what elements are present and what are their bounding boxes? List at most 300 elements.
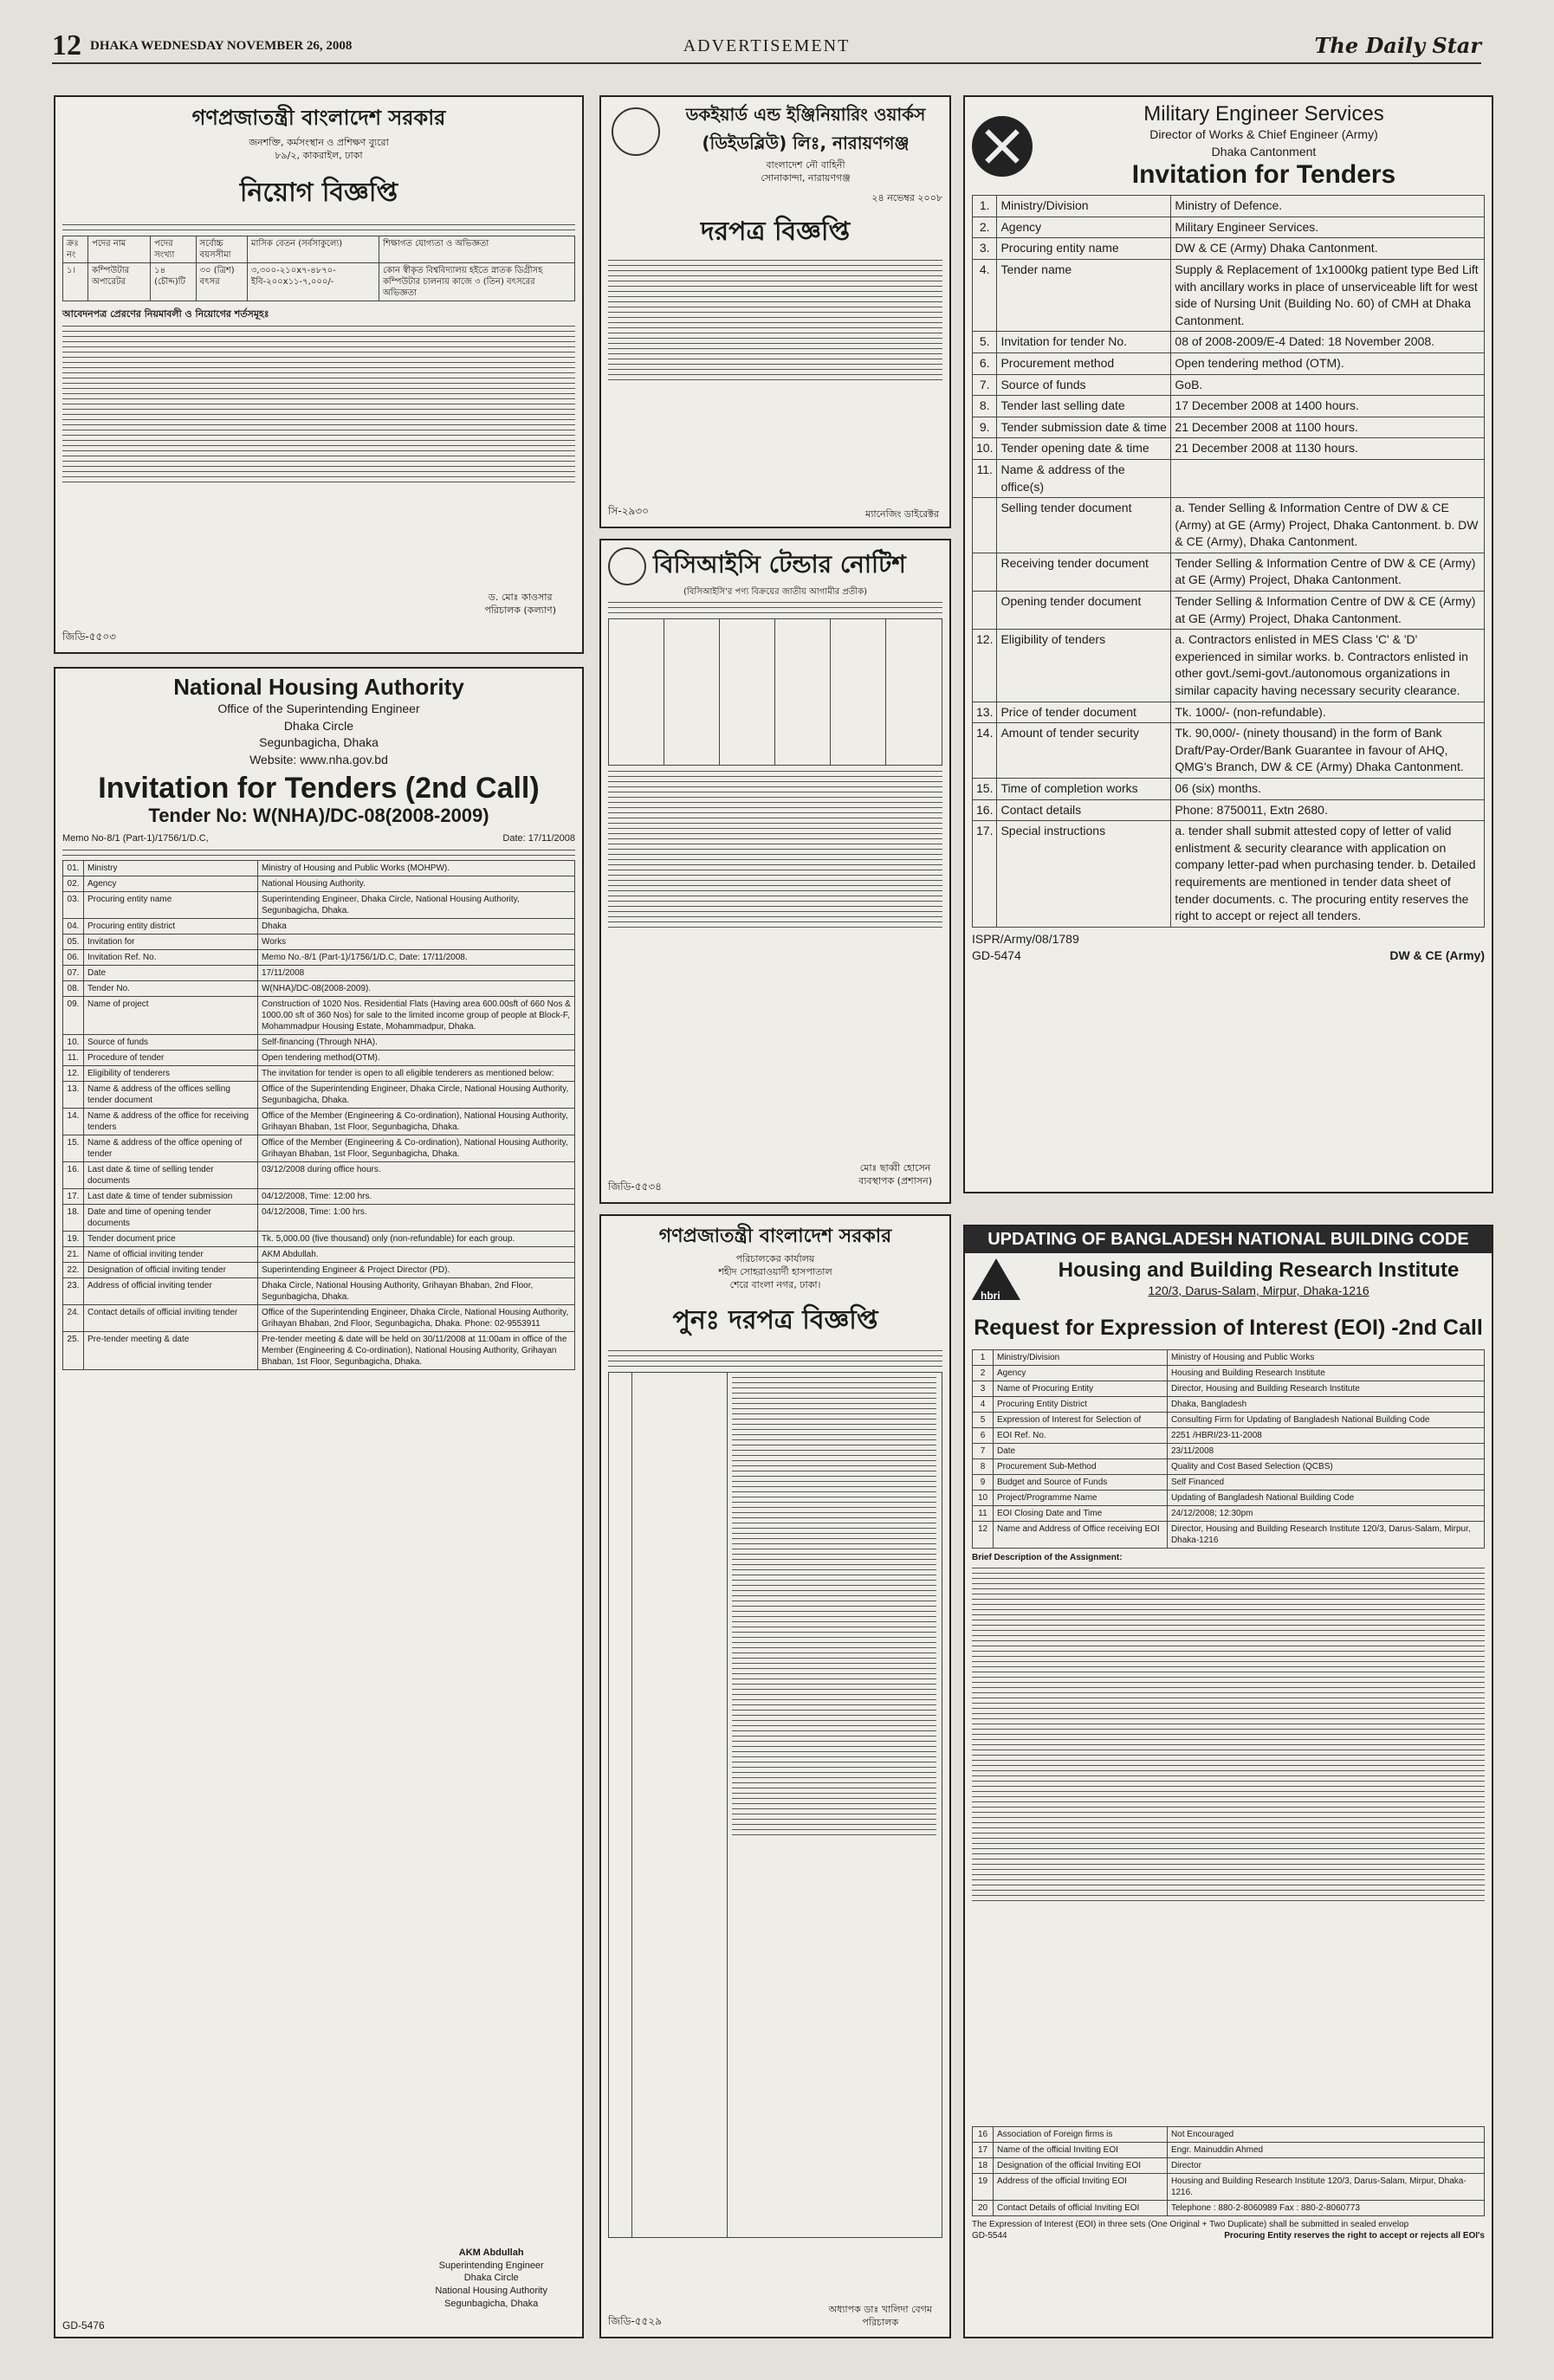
- conditions-heading: আবেদনপত্র প্রেরণের নিয়মাবলী ও নিয়োগের শর্তসমূহঃ: [62, 307, 269, 320]
- row-value: Office of the Member (Engineering & Co-ordination), National Housing Authority, Grihayan Bhaban, 1st Floor, Segunbagicha, Dhaka.: [257, 1108, 574, 1135]
- row-number: 13.: [973, 702, 997, 723]
- signer-title: ম্যানেজিং ডাইরেক্টর: [865, 508, 939, 521]
- row-number: 10.: [973, 438, 997, 460]
- row-label: Contact details: [997, 799, 1171, 821]
- row-value: Tk. 1000/- (non-refundable).: [1171, 702, 1485, 723]
- dockyard-tender-ad: [599, 95, 951, 528]
- row-label: Price of tender document: [997, 702, 1171, 723]
- row-value: 06 (six) months.: [1171, 779, 1485, 800]
- table-row: [63, 1331, 575, 1369]
- table-row: [973, 723, 1485, 779]
- signature-block: [484, 592, 556, 618]
- ad-address: সোনাকান্দা, নারায়ণগঞ্জ: [761, 171, 851, 184]
- table-row: [63, 1065, 575, 1081]
- row-value: a. Contractors enlisted in MES Class 'C' & 'D' experienced in similar works. b. Contractors enlisted in other govt./semi-govt./autonomous organizations in similar capacity having necessary security clearance.: [1171, 630, 1485, 702]
- row-label: Date: [994, 1444, 1168, 1459]
- notice-intro: [608, 1350, 942, 1367]
- row-value: 08 of 2008-2009/E-4 Dated: 18 November 2008.: [1171, 332, 1485, 353]
- row-number: 22.: [63, 1262, 84, 1277]
- ad-code: জিডি-৫৫০৩: [62, 631, 116, 643]
- ad-website: Website: www.nha.gov.bd: [249, 752, 388, 766]
- ad-title: গণপ্রজাতন্ত্রী বাংলাদেশ সরকার: [191, 106, 446, 130]
- row-number: 3.: [973, 238, 997, 260]
- table-row: [63, 860, 575, 876]
- table-row: [63, 1050, 575, 1065]
- ad-subtitle: Segunbagicha, Dhaka: [259, 735, 379, 750]
- row-value: Memo No.-8/1 (Part-1)/1756/1/D.C, Date: 17/11/2008.: [257, 949, 574, 965]
- table-row: [973, 1475, 1485, 1491]
- row-value: Tender Selling & Information Centre of DW & CE (Army) at GE (Army) Project, Dhaka Cantonment.: [1171, 553, 1485, 591]
- table-row: [63, 1246, 575, 1262]
- table-row: [973, 1444, 1485, 1459]
- table-cell: কোন স্বীকৃত বিশ্ববিদ্যালয় হইতে স্নাতক ডিগ্রীসহ কম্পিউটার চালনায় কাজে ৩ (তিন) বৎসরের অভিজ্ঞতা: [379, 262, 575, 301]
- signer-title: পরিচালক: [862, 2317, 899, 2329]
- row-label: Designation of the official Inviting EOI: [994, 2158, 1168, 2174]
- row-value: Office of the Superintending Engineer, Dhaka Circle, National Housing Authority, Grihayan Bhaban, 2nd Floor, Segunbagicha, Dhaka. Phone: 02-9553911: [257, 1304, 574, 1331]
- ad-address: 120/3, Darus-Salam, Mirpur, Dhaka-1216: [1148, 1284, 1369, 1297]
- row-number: 24.: [63, 1304, 84, 1331]
- dockyard-logo: [612, 107, 660, 156]
- row-number: 15.: [973, 779, 997, 800]
- row-value: Tk. 5,000.00 (five thousand) only (non-refundable) for each group.: [257, 1231, 574, 1246]
- ad-subtitle: (বিসিআইসি'র পণ্য বিক্রয়ের জাতীয় আগামীর প্রতীক): [683, 587, 868, 597]
- row-value: Phone: 8750011, Extn 2680.: [1171, 799, 1485, 821]
- table-row: [973, 553, 1485, 591]
- row-value: Self Financed: [1167, 1475, 1484, 1491]
- row-value: Director, Housing and Building Research Institute: [1167, 1381, 1484, 1397]
- row-label: Association of Foreign firms is: [994, 2127, 1168, 2143]
- row-number: 10: [973, 1491, 994, 1506]
- row-label: Time of completion works: [997, 779, 1171, 800]
- row-number: 9.: [973, 417, 997, 438]
- row-label: Name of Procuring Entity: [994, 1381, 1168, 1397]
- row-number: 7.: [973, 374, 997, 396]
- row-label: Tender submission date & time: [997, 417, 1171, 438]
- logo-text: hbri: [981, 1290, 1000, 1302]
- row-value: 04/12/2008, Time: 1:00 hrs.: [257, 1204, 574, 1231]
- brief-heading: Brief Description of the Assignment:: [972, 1553, 1123, 1562]
- ad-heading: নিয়োগ বিজ্ঞপ্তি: [239, 177, 398, 208]
- table-row: [63, 262, 575, 301]
- table-row: [973, 332, 1485, 353]
- ad-address: শেরে বাংলা নগর, ঢাকা।: [729, 1278, 821, 1290]
- table-row: [973, 1350, 1485, 1366]
- table-row: [973, 438, 1485, 460]
- row-value: Not Encouraged: [1167, 2127, 1484, 2143]
- row-label: Tender document price: [84, 1231, 258, 1246]
- table-row: [63, 1161, 575, 1188]
- row-label: Pre-tender meeting & date: [84, 1331, 258, 1369]
- row-number: 21.: [63, 1246, 84, 1262]
- hospital-retender-ad: [599, 1214, 951, 2338]
- table-row: [973, 196, 1485, 217]
- conditions-text: [62, 326, 575, 482]
- bcic-logo: [608, 547, 646, 585]
- row-label: Tender last selling date: [997, 396, 1171, 417]
- ad-code: সি-২৯৩০: [608, 505, 649, 517]
- ad-banner: UPDATING OF BANGLADESH NATIONAL BUILDING CODE: [965, 1226, 1492, 1253]
- table-row: [973, 1381, 1485, 1397]
- row-label: Invitation for: [84, 934, 258, 949]
- table-row: [973, 498, 1485, 553]
- row-value: Tender Selling & Information Centre of DW & CE (Army) at GE (Army) Project, Dhaka Cantonment.: [1171, 592, 1485, 630]
- row-value: Director: [1167, 2158, 1484, 2174]
- row-value: The invitation for tender is open to all eligible tenderers as mentioned below:: [257, 1065, 574, 1081]
- ad-code: GD-5544: [972, 2231, 1007, 2241]
- issuer: DW & CE (Army): [1389, 948, 1485, 963]
- row-number: 4: [973, 1397, 994, 1413]
- row-number: 5: [973, 1413, 994, 1428]
- row-value: 03/12/2008 during office hours.: [257, 1161, 574, 1188]
- row-number: 09.: [63, 996, 84, 1034]
- row-number: 18.: [63, 1204, 84, 1231]
- page-number: 12: [52, 29, 81, 61]
- table-row: [973, 259, 1485, 331]
- signer-title: পরিচালক (কল্যাণ): [484, 605, 556, 617]
- row-value: 04/12/2008, Time: 12:00 hrs.: [257, 1188, 574, 1204]
- ad-heading: Invitation for Tenders: [1131, 160, 1396, 190]
- row-number: 15.: [63, 1135, 84, 1161]
- table-row: [63, 980, 575, 996]
- row-label: Name & address of the office for receiving tenders: [84, 1108, 258, 1135]
- row-number: 3: [973, 1381, 994, 1397]
- row-label: Procuring entity name: [84, 891, 258, 918]
- row-value: W(NHA)/DC-08(2008-2009).: [257, 980, 574, 996]
- row-number: 16.: [973, 799, 997, 821]
- row-number: 20: [973, 2201, 994, 2216]
- row-label: Procuring entity district: [84, 918, 258, 934]
- row-value: Superintending Engineer, Dhaka Circle, National Housing Authority, Segunbagicha, Dhaka.: [257, 891, 574, 918]
- memo-number: Memo No-8/1 (Part-1)/1756/1/D.C,: [62, 833, 209, 844]
- row-label: Procurement Sub-Method: [994, 1459, 1168, 1475]
- row-value: Director, Housing and Building Research Institute 120/3, Darus-Salam, Mirpur, Dhaka-1216: [1167, 1522, 1484, 1549]
- eoi-contact-table: [972, 2126, 1485, 2216]
- row-label: Agency: [997, 217, 1171, 238]
- table-row: [973, 592, 1485, 630]
- row-label: Date and time of opening tender documents: [84, 1204, 258, 1231]
- row-label: Expression of Interest for Selection of: [994, 1413, 1168, 1428]
- row-label: Name & address of the office(s): [997, 459, 1171, 497]
- row-label: Procedure of tender: [84, 1050, 258, 1065]
- table-row: [63, 996, 575, 1034]
- row-label: Receiving tender document: [997, 553, 1171, 591]
- row-number: 6.: [973, 352, 997, 374]
- ad-subtitle: Office of the Superintending Engineer: [217, 702, 420, 715]
- row-number: 1: [973, 1350, 994, 1366]
- signer-title: Superintending Engineer: [438, 2260, 544, 2271]
- row-value: 21 December 2008 at 1130 hours.: [1171, 438, 1485, 460]
- notice-date: ২৪ নভেম্বর ২০০৮: [871, 191, 942, 204]
- row-value: Supply & Replacement of 1x1000kg patient type Bed Lift with ancillary works in place of unserviceable lift for west side of Nursing Unit (Building No. 60) of CMH at Dhaka Cantonment.: [1171, 259, 1485, 331]
- memo-date: Date: 17/11/2008: [502, 833, 575, 844]
- table-row: [973, 1428, 1485, 1444]
- table-row: [63, 876, 575, 891]
- row-value: Housing and Building Research Institute 120/3, Darus-Salam, Mirpur, Dhaka-1216.: [1167, 2174, 1484, 2201]
- row-value: Dhaka Circle, National Housing Authority, Grihayan Bhaban, 2nd Floor, Segunbagicha, Dhaka.: [257, 1277, 574, 1304]
- row-label: Source of funds: [84, 1034, 258, 1050]
- table-row: [63, 1108, 575, 1135]
- row-number: [973, 553, 997, 591]
- table-row: [973, 821, 1485, 928]
- table-row: [63, 965, 575, 980]
- table-row: [973, 417, 1485, 438]
- table-header: মাসিক বেতন (সর্বসাকুল্যে): [247, 236, 379, 262]
- row-number: 19.: [63, 1231, 84, 1246]
- table-header: পদের সংখ্যা: [151, 236, 196, 262]
- row-number: 2.: [973, 217, 997, 238]
- eoi-info-table: [972, 1349, 1485, 1549]
- row-number: 2: [973, 1366, 994, 1381]
- row-number: 17.: [973, 821, 997, 928]
- row-label: EOI Ref. No.: [994, 1428, 1168, 1444]
- ad-subtitle: Dhaka Cantonment: [1211, 144, 1317, 158]
- row-number: 17: [973, 2143, 994, 2158]
- row-value: [1171, 459, 1485, 497]
- row-number: 16.: [63, 1161, 84, 1188]
- tender-info-table: [972, 195, 1485, 928]
- ad-code: জিডি-৫৫৩৪: [608, 1180, 662, 1193]
- row-value: Military Engineer Services.: [1171, 217, 1485, 238]
- row-label: Invitation Ref. No.: [84, 949, 258, 965]
- ad-title: Military Engineer Services: [1143, 102, 1384, 126]
- row-value: a. Tender Selling & Information Centre of DW & CE (Army) at GE (Army) Project, Dhaka Cantonment. b. DW & CE (Army), Dhaka Cantonment.: [1171, 498, 1485, 553]
- row-number: 4.: [973, 259, 997, 331]
- row-label: Eligibility of tenderers: [84, 1065, 258, 1081]
- row-label: Contact details of official inviting tender: [84, 1304, 258, 1331]
- row-label: Budget and Source of Funds: [994, 1475, 1168, 1491]
- table-header: ক্রঃ নং: [63, 236, 88, 262]
- row-value: Works: [257, 934, 574, 949]
- row-value: 17/11/2008: [257, 965, 574, 980]
- table-row: [973, 2201, 1485, 2216]
- ad-subtitle: Director of Works & Chief Engineer (Army): [1149, 127, 1378, 141]
- row-number: 5.: [973, 332, 997, 353]
- row-label: Selling tender document: [997, 498, 1171, 553]
- ad-subtitle: জনশক্তি, কর্মসংস্থান ও প্রশিক্ষণ ব্যুরো: [249, 137, 389, 148]
- row-label: Project/Programme Name: [994, 1491, 1168, 1506]
- hbri-logo: [972, 1258, 1024, 1307]
- row-label: Address of the official Inviting EOI: [994, 2174, 1168, 2201]
- row-number: 16: [973, 2127, 994, 2143]
- table-row: [973, 799, 1485, 821]
- row-value: Tk. 90,000/- (ninety thousand) in the form of Bank Draft/Pay-Order/Bank Guarantee in favour of AHQ, QMG's Branch, DW & CE (Army) Dhaka Cantonment.: [1171, 723, 1485, 779]
- row-value: 2251 /HBRI/23-11-2008: [1167, 1428, 1484, 1444]
- ad-heading: Invitation for Tenders (2nd Call): [98, 772, 540, 805]
- row-number: 12.: [973, 630, 997, 702]
- table-row: [973, 374, 1485, 396]
- ad-code: GD-5474: [972, 948, 1021, 963]
- table-row: [63, 1262, 575, 1277]
- table-row: [63, 949, 575, 965]
- row-number: 25.: [63, 1331, 84, 1369]
- row-label: Agency: [84, 876, 258, 891]
- table-row: [973, 1506, 1485, 1522]
- table-row: [973, 1366, 1485, 1381]
- row-label: Contact Details of official Inviting EOI: [994, 2201, 1168, 2216]
- ad-title-line2: (ডিইডব্লিউ) লিঃ, নারায়ণগঞ্জ: [702, 133, 910, 153]
- row-number: 08.: [63, 980, 84, 996]
- row-label: Procurement method: [997, 352, 1171, 374]
- mes-crest-icon: [972, 116, 1033, 177]
- row-value: a. tender shall submit attested copy of letter of valid enlistment & security clearance with application on company letter-pad when purchasing tender. b. Detailed requirements are mentioned in tender data sheet of tender documents. c. The procuring entity reserves the right to accept or reject all tenders.: [1171, 821, 1485, 928]
- table-row: [973, 2158, 1485, 2174]
- reserve-clause: Procuring Entity reserves the right to accept or rejects all EOI's: [1224, 2231, 1485, 2241]
- notice-body: [608, 771, 942, 928]
- table-row: [63, 1081, 575, 1108]
- row-value: 24/12/2008; 12:30pm: [1167, 1506, 1484, 1522]
- ad-title: বিসিআইসি টেন্ডার নোটিশ: [653, 550, 906, 579]
- row-label: Last date & time of tender submission: [84, 1188, 258, 1204]
- row-number: [973, 592, 997, 630]
- signer-title: Segunbagicha, Dhaka: [444, 2299, 539, 2310]
- row-label: Tender name: [997, 259, 1171, 331]
- signature-block: [828, 2304, 932, 2330]
- row-value: Engr. Mainuddin Ahmed: [1167, 2143, 1484, 2158]
- row-number: 17.: [63, 1188, 84, 1204]
- row-value: 23/11/2008: [1167, 1444, 1484, 1459]
- table-row: [973, 396, 1485, 417]
- row-value: Ministry of Defence.: [1171, 196, 1485, 217]
- ad-title: ডকইয়ার্ড এন্ড ইঞ্জিনিয়ারিং ওয়ার্কস: [685, 104, 926, 125]
- signer-title: National Housing Authority: [435, 2286, 547, 2297]
- ad-code: জিডি-৫৫২৯: [608, 2315, 662, 2327]
- row-value: Construction of 1020 Nos. Residential Flats (Having area 600.00sft of 660 Nos & 1000.00 sft of 360 Nos) for sale to the limited income group of people at Block-F, Mohammadpur Housing Estate, Mohammadpur, Dhaka.: [257, 996, 574, 1034]
- section-title: ADVERTISEMENT: [683, 36, 851, 55]
- tender-info-table: [62, 860, 575, 1370]
- row-number: 06.: [63, 949, 84, 965]
- row-label: Address of official inviting tender: [84, 1277, 258, 1304]
- row-label: Tender No.: [84, 980, 258, 996]
- ad-heading: দরপত্র বিজ্ঞপ্তি: [700, 216, 851, 247]
- row-label: Source of funds: [997, 374, 1171, 396]
- row-number: 13.: [63, 1081, 84, 1108]
- row-label: Name & address of the office opening of tender: [84, 1135, 258, 1161]
- row-value: Superintending Engineer & Project Director (PD).: [257, 1262, 574, 1277]
- row-label: Amount of tender security: [997, 723, 1171, 779]
- row-value: AKM Abdullah.: [257, 1246, 574, 1262]
- row-value: Dhaka: [257, 918, 574, 934]
- recruitment-table: [62, 236, 575, 301]
- row-label: Procuring entity name: [997, 238, 1171, 260]
- row-value: Ministry of Housing and Public Works: [1167, 1350, 1484, 1366]
- table-row: [63, 934, 575, 949]
- ad-heading: পুনঃ দরপত্র বিজ্ঞপ্তি: [672, 1304, 878, 1336]
- row-number: [973, 498, 997, 553]
- row-label: Invitation for tender No.: [997, 332, 1171, 353]
- ad-title: National Housing Authority: [173, 674, 464, 700]
- signature-block: [858, 1162, 932, 1188]
- row-value: Housing and Building Research Institute: [1167, 1366, 1484, 1381]
- ad-subtitle: Dhaka Circle: [283, 718, 354, 733]
- table-cell: কম্পিউটার অপারেটর: [88, 262, 151, 301]
- table-row: [973, 459, 1485, 497]
- row-value: Ministry of Housing and Public Works (MOHPW).: [257, 860, 574, 876]
- row-label: EOI Closing Date and Time: [994, 1506, 1168, 1522]
- table-row: [973, 2127, 1485, 2143]
- row-number: 19: [973, 2174, 994, 2201]
- ad-subtitle: শহীদ সোহরাওয়ার্দী হাসপাতাল: [718, 1265, 832, 1277]
- ad-subtitle: পরিচালকের কার্যালয়: [735, 1253, 815, 1264]
- table-row: [973, 238, 1485, 260]
- table-row: [63, 891, 575, 918]
- page-header: [52, 29, 1481, 64]
- table-row: [973, 217, 1485, 238]
- row-number: 7: [973, 1444, 994, 1459]
- table-cell: ১৪ (চৌদ্দ)টি: [151, 262, 196, 301]
- row-number: 12: [973, 1522, 994, 1549]
- table-cell: ৩০ (ত্রিশ) বৎসর: [196, 262, 247, 301]
- ad-title: Housing and Building Research Institute: [1058, 1258, 1460, 1282]
- ad-title: গণপ্রজাতন্ত্রী বাংলাদেশ সরকার: [658, 1226, 892, 1247]
- row-number: 18: [973, 2158, 994, 2174]
- row-number: 8: [973, 1459, 994, 1475]
- row-value: Updating of Bangladesh National Building Code: [1167, 1491, 1484, 1506]
- row-label: Ministry/Division: [997, 196, 1171, 217]
- bcic-tender-ad: [599, 539, 951, 1204]
- row-number: 9: [973, 1475, 994, 1491]
- table-row: [63, 1304, 575, 1331]
- table-header: সর্বোচ্চ বয়সসীমা: [196, 236, 247, 262]
- table-header: পদের নাম: [88, 236, 151, 262]
- table-row: [63, 1204, 575, 1231]
- row-value: 17 December 2008 at 1400 hours.: [1171, 396, 1485, 417]
- mes-tender-ad: [963, 95, 1493, 1193]
- table-cell: ১।: [63, 262, 88, 301]
- row-label: Name and Address of Office receiving EOI: [994, 1522, 1168, 1549]
- signer-title: Dhaka Circle: [463, 2273, 519, 2284]
- row-number: 10.: [63, 1034, 84, 1050]
- tender-details-table: [608, 1372, 942, 2238]
- ispr-reference: ISPR/Army/08/1789: [972, 931, 1079, 946]
- table-row: [973, 1459, 1485, 1475]
- table-row: [973, 630, 1485, 702]
- table-header-row: [63, 236, 575, 262]
- recruitment-notice-ad: [54, 95, 584, 654]
- table-row: [973, 2143, 1485, 2158]
- row-value: GoB.: [1171, 374, 1485, 396]
- signer-name: মোঃ ছাব্বী হোসেন: [859, 1162, 931, 1174]
- row-label: Eligibility of tenders: [997, 630, 1171, 702]
- ad-code: GD-5476: [62, 2319, 105, 2331]
- row-number: 11.: [63, 1050, 84, 1065]
- row-label: Opening tender document: [997, 592, 1171, 630]
- table-row: [63, 1277, 575, 1304]
- row-label: Name of official inviting tender: [84, 1246, 258, 1262]
- tender-number: Tender No: W(NHA)/DC-08(2008-2009): [148, 805, 489, 827]
- row-label: Special instructions: [997, 821, 1171, 928]
- row-number: 04.: [63, 918, 84, 934]
- nha-tender-ad: [54, 667, 584, 2338]
- eoi-footnote: The Expression of Interest (EOI) in three sets (One Original + Two Duplicate) shall be submitted in sealed envelop: [972, 2220, 1409, 2229]
- table-row: [973, 1413, 1485, 1428]
- brief-body: [972, 1563, 1485, 2126]
- row-value: Office of the Superintending Engineer, Dhaka Circle, National Housing Authority, Segunbagicha, Dhaka.: [257, 1081, 574, 1108]
- row-value: DW & CE (Army) Dhaka Cantonment.: [1171, 238, 1485, 260]
- row-value: Office of the Member (Engineering & Co-ordination), National Housing Authority, Grihayan Bhaban, 1st Floor, Segunbagicha, Dhaka.: [257, 1135, 574, 1161]
- row-label: Procuring Entity District: [994, 1397, 1168, 1413]
- table-row: [973, 779, 1485, 800]
- row-number: 03.: [63, 891, 84, 918]
- row-number: 14.: [973, 723, 997, 779]
- row-number: 8.: [973, 396, 997, 417]
- ad-address: ৮৯/২, কাকরাইল, ঢাকা: [275, 149, 363, 161]
- table-row: [973, 352, 1485, 374]
- signer-name: অধ্যাপক ডাঃ খালিদা বেগম: [828, 2304, 932, 2316]
- row-value: Pre-tender meeting & date will be held on 30/11/2008 at 11:00am in office of the Member (Engineering & Co-ordination), National Housing Authority, Grihayan Bhaban, 1st Floor, Segunbagicha, Dhaka.: [257, 1331, 574, 1369]
- row-value: 21 December 2008 at 1100 hours.: [1171, 417, 1485, 438]
- row-label: Designation of official inviting tender: [84, 1262, 258, 1277]
- ad-intro-text: [62, 850, 575, 856]
